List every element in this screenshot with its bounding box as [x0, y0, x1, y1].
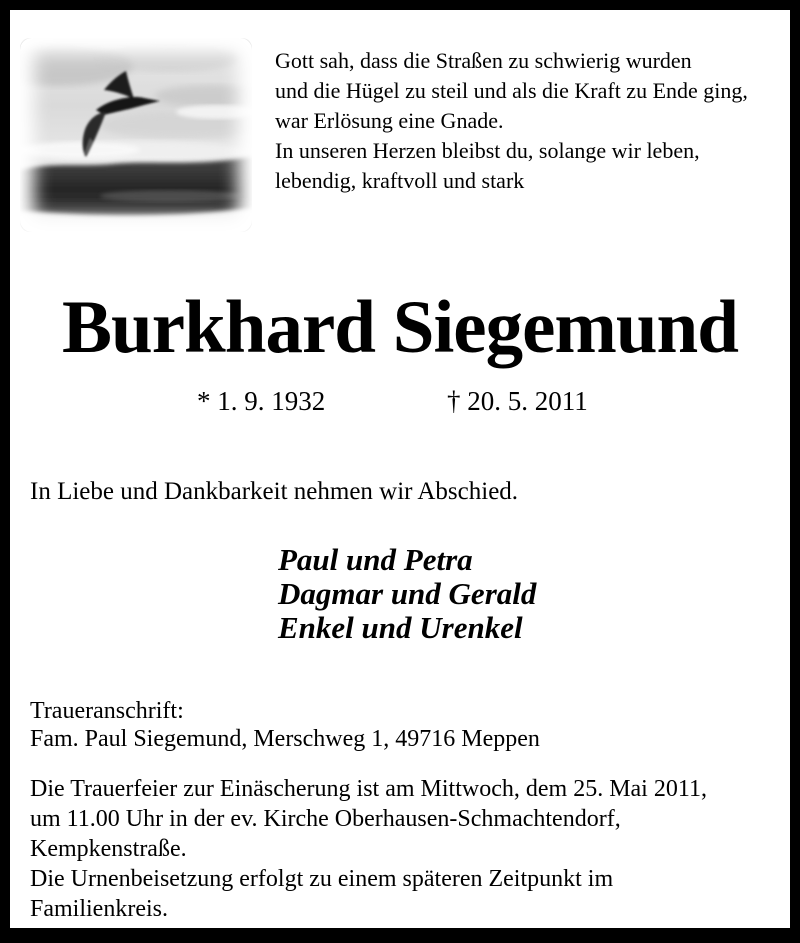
birth-date: * 1. 9. 1932: [197, 386, 326, 416]
mourner-name: Dagmar und Gerald: [278, 576, 537, 611]
mourning-address: [30, 697, 540, 753]
address-label: Traueranschrift:: [30, 698, 184, 724]
deceased-name: Burkhard Siegemund: [62, 286, 738, 369]
poem-line: und die Hügel zu steil und als die Kraft zu Ende ging,: [275, 78, 748, 103]
service-line: Die Trauerfeier zur Einäscherung ist am Mittwoch, dem 25. Mai 2011,: [30, 776, 707, 802]
farewell-line: In Liebe und Dankbarkeit nehmen wir Abschied.: [30, 478, 519, 505]
death-date: † 20. 5. 2011: [447, 386, 588, 416]
mourners-list: [278, 543, 536, 645]
poem-line: war Erlösung eine Gnade.: [275, 108, 504, 133]
service-line: um 11.00 Uhr in der ev. Kirche Oberhausen-Schmachtendorf,: [30, 806, 621, 832]
service-line: Kempkenstraße.: [30, 836, 187, 862]
seagull-photo-svg: [20, 38, 252, 232]
service-details: [30, 774, 707, 924]
mourner-name: Paul und Petra: [278, 542, 473, 577]
mourner-name: Enkel und Urenkel: [278, 610, 523, 645]
sea-band: [20, 157, 252, 215]
sea-highlight: [100, 190, 240, 202]
address-line: Fam. Paul Siegemund, Merschweg 1, 49716 Meppen: [30, 726, 540, 752]
seagull-photo: [20, 38, 252, 232]
service-line: Die Urnenbeisetzung erfolgt zu einem späteren Zeitpunkt im: [30, 866, 614, 892]
poem-line: lebendig, kraftvoll und stark: [275, 168, 525, 193]
poem-line: In unseren Herzen bleibst du, solange wir leben,: [275, 138, 700, 163]
poem-line: Gott sah, dass die Straßen zu schwierig wurden: [275, 48, 692, 73]
service-line: Familienkreis.: [30, 896, 168, 922]
poem: [275, 46, 775, 196]
